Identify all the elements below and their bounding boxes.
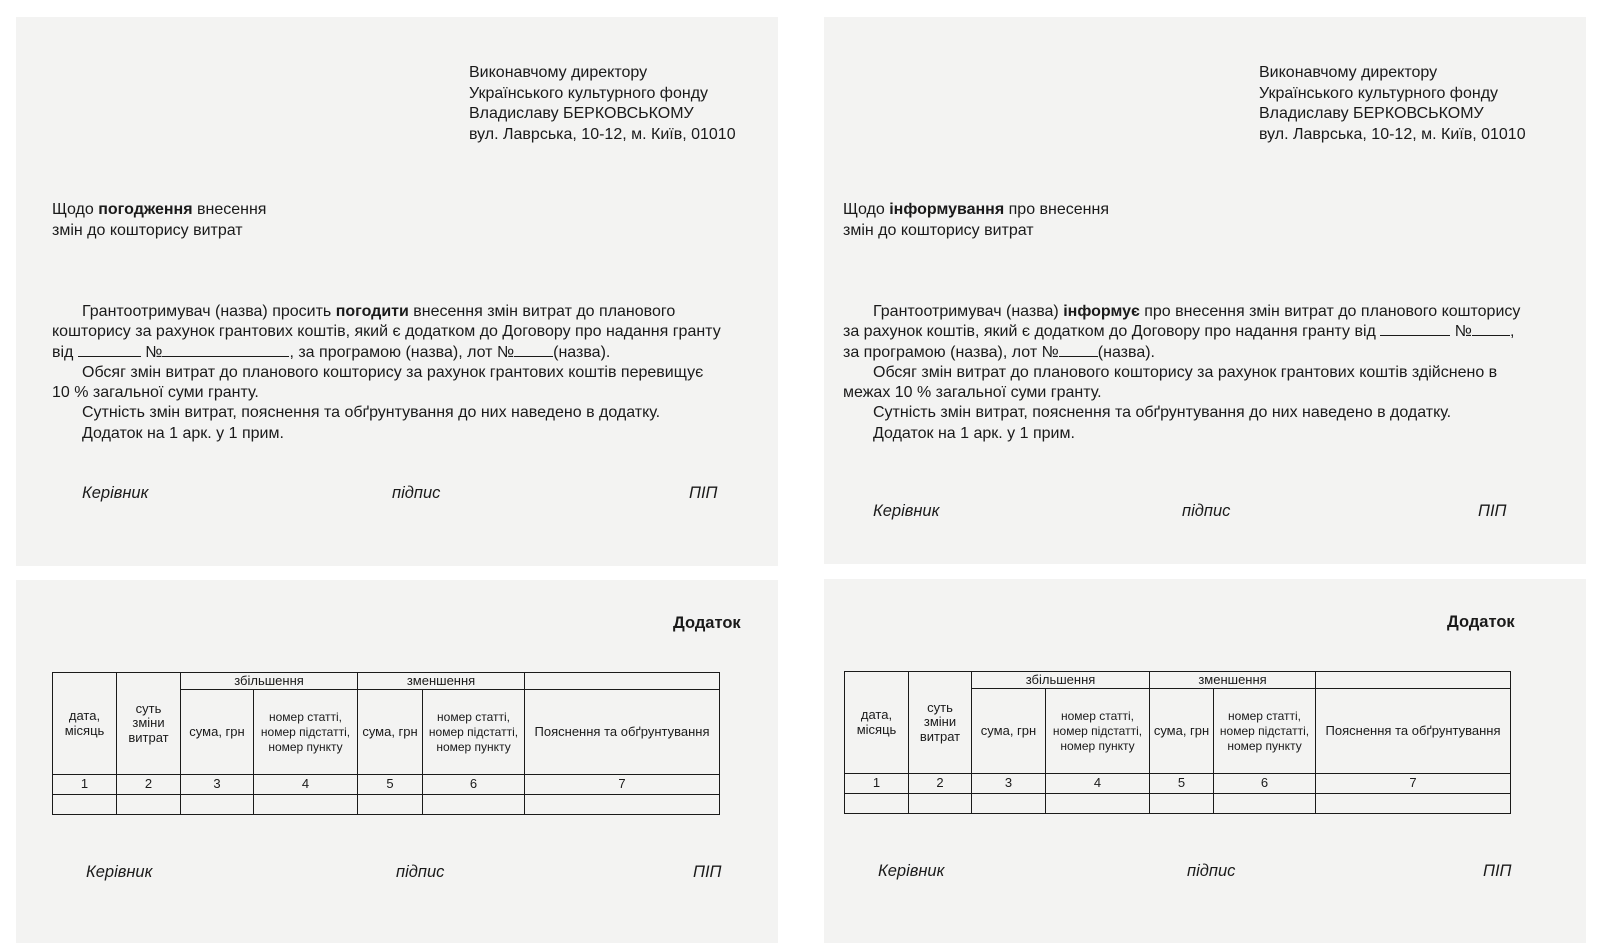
column-number: 6 bbox=[1214, 774, 1316, 794]
appendix-title: Додаток bbox=[1447, 613, 1515, 631]
address-line: вул. Лаврська, 10-12, м. Київ, 01010 bbox=[1259, 125, 1526, 143]
request-paragraph: Грантоотримувач (назва) просить погодити внесення змін витрат до планового кошторису за рахунок грантових коштів, який є додатком до Договору про надання гранту від № , за програмою (назва), лот № (назва). bbox=[52, 303, 721, 361]
header-sum: сума, грн bbox=[358, 690, 423, 775]
signature-sign: підпис bbox=[1182, 502, 1231, 520]
column-number: 6 bbox=[423, 775, 525, 795]
changes-table bbox=[844, 671, 1511, 814]
information-letter-panel bbox=[824, 17, 1586, 564]
header-date: дата, місяць bbox=[845, 672, 909, 774]
recipient-address bbox=[1259, 63, 1526, 145]
address-line: Владиславу БЕРКОВСЬКОМУ bbox=[469, 105, 694, 122]
column-number: 2 bbox=[117, 775, 181, 795]
column-number: 3 bbox=[181, 775, 254, 795]
header-decrease: зменшення bbox=[358, 673, 525, 690]
date-blank bbox=[78, 343, 141, 357]
signature-sign: підпис bbox=[392, 484, 441, 502]
signature-role: Керівник bbox=[878, 862, 945, 880]
appendix-panel-right bbox=[824, 579, 1586, 943]
header-article: номер статті, номер підстатті, номер пункту bbox=[254, 690, 358, 775]
header-empty bbox=[1316, 672, 1511, 689]
number-row bbox=[845, 774, 1511, 794]
signature-role: Керівник bbox=[86, 863, 153, 881]
header-date: дата, місяць bbox=[53, 673, 117, 775]
column-number: 1 bbox=[845, 774, 909, 794]
header-essence: суть зміни витрат bbox=[117, 673, 181, 775]
volume-paragraph: Обсяг змін витрат до планового кошторису за рахунок грантових коштів здійснено в межах 10 % загальної суми гранту. bbox=[843, 363, 1498, 402]
header-sum: сума, грн bbox=[181, 690, 254, 775]
essence-paragraph: Сутність змін витрат, пояснення та обґрунтування до них наведено в додатку. bbox=[873, 404, 1452, 422]
address-line: Виконавчому директору bbox=[469, 64, 648, 81]
signature-name: ПІП bbox=[693, 863, 722, 881]
letter-subject: Щодо погодження внесення змін до кошторису витрат bbox=[52, 201, 267, 239]
appendix-title: Додаток bbox=[673, 614, 741, 632]
letter-subject: Щодо інформування про внесення змін до кошторису витрат bbox=[843, 201, 1110, 239]
address-line: Українського культурного фонду bbox=[1259, 84, 1499, 102]
column-number: 2 bbox=[909, 774, 972, 794]
header-explanation: Пояснення та обґрунтування bbox=[1316, 689, 1511, 774]
header-increase: збільшення bbox=[181, 673, 358, 690]
column-number: 1 bbox=[53, 775, 117, 795]
column-number: 5 bbox=[358, 775, 423, 795]
appendix-panel-left bbox=[16, 580, 778, 943]
signature-name: ПІП bbox=[689, 484, 718, 502]
header-explanation: Пояснення та обґрунтування bbox=[525, 690, 720, 775]
signature-role: Керівник bbox=[873, 502, 940, 520]
number-blank bbox=[162, 343, 289, 357]
lot-blank bbox=[514, 343, 553, 357]
column-number: 7 bbox=[525, 775, 720, 795]
column-number: 5 bbox=[1150, 774, 1214, 794]
signature-role: Керівник bbox=[82, 484, 149, 502]
info-paragraph: Грантоотримувач (назва) інформує про внесення змін витрат до планового кошторису за рахунок коштів, який є додатком до Договору про надання гранту від № , за програмою (назва), лот № (назва). bbox=[843, 303, 1521, 361]
signature-name: ПІП bbox=[1478, 502, 1507, 520]
attachment-paragraph: Додаток на 1 арк. у 1 прим. bbox=[873, 424, 1075, 442]
column-number: 4 bbox=[1046, 774, 1150, 794]
date-blank bbox=[1380, 322, 1450, 336]
letter-body bbox=[843, 302, 1529, 444]
empty-row bbox=[53, 795, 720, 815]
letter-body bbox=[52, 302, 722, 444]
changes-table bbox=[52, 672, 720, 815]
header-decrease: зменшення bbox=[1150, 672, 1316, 689]
approval-letter-panel bbox=[16, 17, 778, 566]
header-article: номер статті, номер підстатті, номер пункту bbox=[1214, 689, 1316, 774]
header-article: номер статті, номер підстатті, номер пункту bbox=[423, 690, 525, 775]
signature-sign: підпис bbox=[396, 863, 445, 881]
header-sum: сума, грн bbox=[972, 689, 1046, 774]
empty-row bbox=[845, 794, 1511, 814]
header-increase: збільшення bbox=[972, 672, 1150, 689]
address-line: Українського культурного фонду bbox=[469, 84, 709, 102]
attachment-paragraph: Додаток на 1 арк. у 1 прим. bbox=[82, 424, 284, 442]
essence-paragraph: Сутність змін витрат, пояснення та обґрунтування до них наведено в додатку. bbox=[82, 404, 661, 422]
volume-paragraph: Обсяг змін витрат до планового кошторису за рахунок грантових коштів перевищує 10 % загальної суми гранту. bbox=[52, 363, 704, 402]
address-line: Виконавчому директору bbox=[1259, 64, 1438, 81]
header-sum: сума, грн bbox=[1150, 689, 1214, 774]
lot-blank bbox=[1059, 343, 1098, 357]
header-essence: суть зміни витрат bbox=[909, 672, 972, 774]
number-blank bbox=[1472, 322, 1510, 336]
header-empty bbox=[525, 673, 720, 690]
recipient-address bbox=[469, 63, 736, 145]
signature-sign: підпис bbox=[1187, 862, 1236, 880]
column-number: 3 bbox=[972, 774, 1046, 794]
signature-name: ПІП bbox=[1483, 862, 1512, 880]
column-number: 4 bbox=[254, 775, 358, 795]
address-line: Владиславу БЕРКОВСЬКОМУ bbox=[1259, 105, 1484, 122]
column-number: 7 bbox=[1316, 774, 1511, 794]
address-line: вул. Лаврська, 10-12, м. Київ, 01010 bbox=[469, 125, 736, 143]
header-article: номер статті, номер підстатті, номер пункту bbox=[1046, 689, 1150, 774]
number-row bbox=[53, 775, 720, 795]
